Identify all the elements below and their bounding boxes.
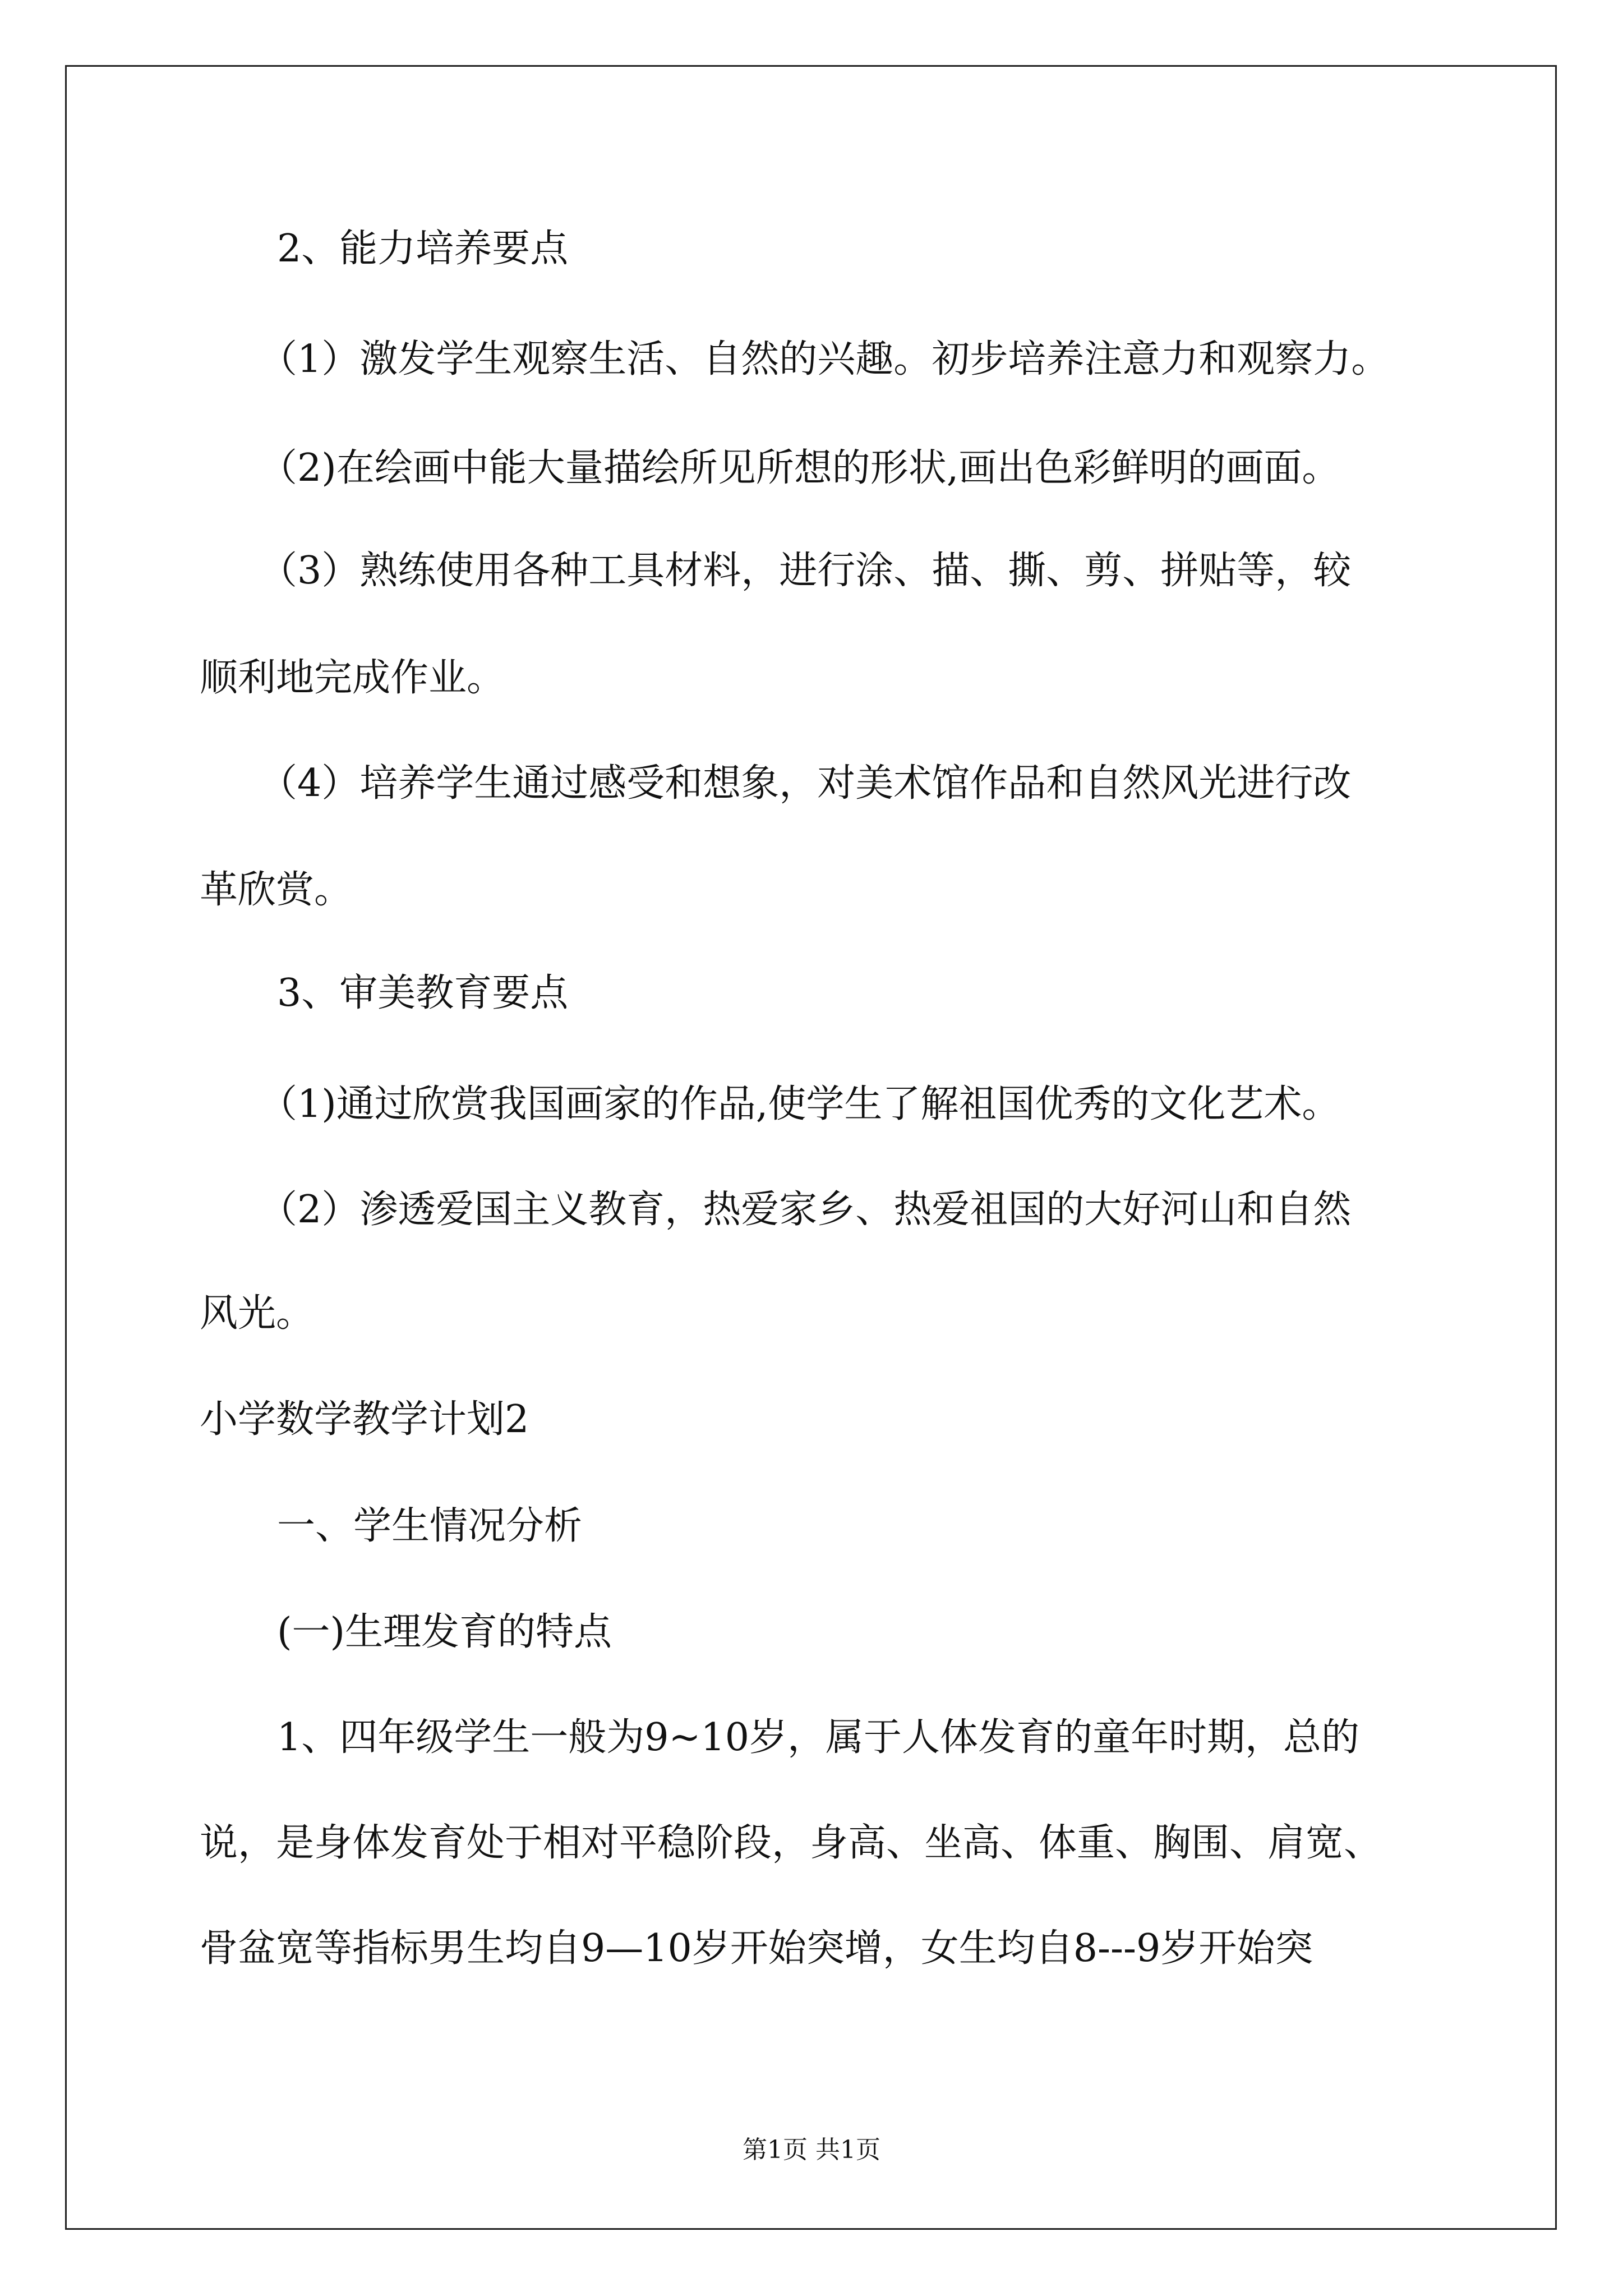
subsection-heading: (一)生理发育的特点 xyxy=(277,1610,612,1654)
section-heading-student-analysis: 一、学生情况分析 xyxy=(277,1504,583,1548)
paragraph-line: 骨盆宽等指标男生均自9—10岁开始突增，女生均自8---9岁开始突 xyxy=(200,1926,1313,1971)
paragraph-line: 说，是身体发育处于相对平稳阶段，身高、坐高、体重、胸围、肩宽、 xyxy=(200,1821,1382,1865)
paragraph-line: （4）培养学生通过感受和想象，对美术馆作品和自然风光进行改 xyxy=(259,761,1352,806)
paragraph-line: （1）激发学生观察生活、自然的兴趣。初步培养注意力和观察力。 xyxy=(259,337,1390,381)
section-heading-aesthetic: 3、审美教育要点 xyxy=(277,971,569,1015)
paragraph-line: （3）熟练使用各种工具材料，进行涂、描、撕、剪、拼贴等，较 xyxy=(259,549,1352,593)
paragraph-line: 顺利地完成作业。 xyxy=(200,656,505,700)
paragraph-line: 革欣赏。 xyxy=(200,868,353,912)
paragraph-line: 风光。 xyxy=(200,1291,315,1336)
page-border xyxy=(65,65,1557,2230)
paragraph-line: （2)在绘画中能大量描绘所见所想的形状,画出色彩鲜明的画面。 xyxy=(259,446,1340,490)
paragraph-line: （2）渗透爱国主义教育，热爱家乡、热爱祖国的大好河山和自然 xyxy=(259,1188,1352,1232)
page-footer: 第1页 共1页 xyxy=(743,2136,880,2164)
document-title: 小学数学教学计划2 xyxy=(200,1397,529,1442)
paragraph-line: 1、四年级学生一般为9~10岁，属于人体发育的童年时期，总的 xyxy=(277,1715,1360,1760)
paragraph-line: （1)通过欣赏我国画家的作品,使学生了解祖国优秀的文化艺术。 xyxy=(259,1082,1340,1126)
section-heading-ability: 2、能力培养要点 xyxy=(277,227,569,271)
